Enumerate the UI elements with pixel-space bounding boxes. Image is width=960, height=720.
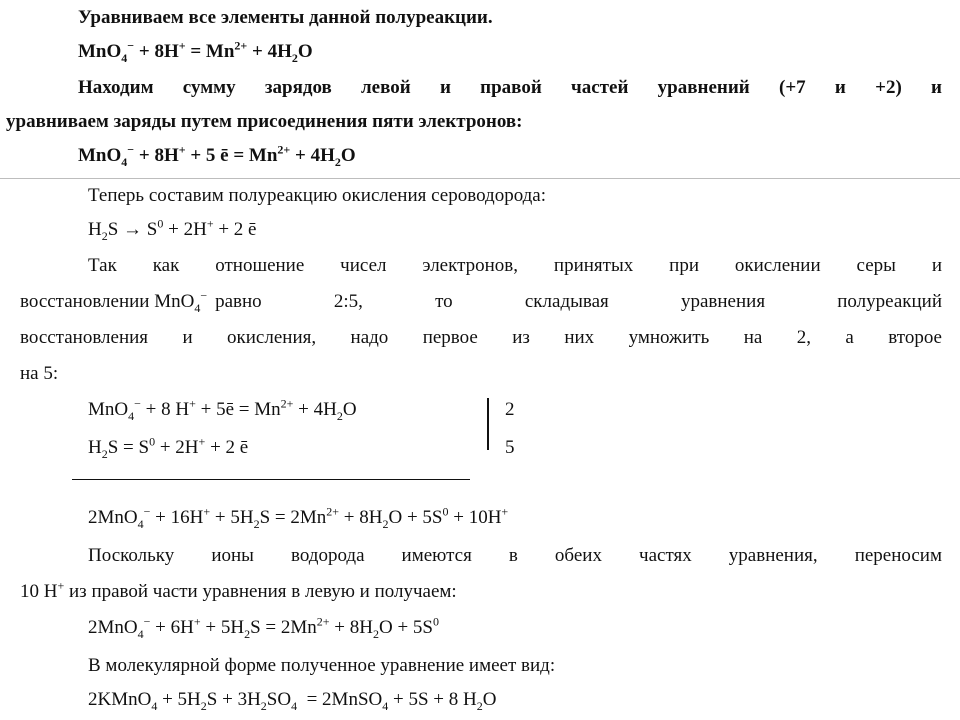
multiplier-1: 2 — [505, 399, 515, 420]
paragraph-3: Теперь составим полуреакцию окисления сероводорода: — [88, 185, 547, 206]
paragraph-5-line-2: 10 H+ из правой части уравнения в левую и получаем: — [20, 578, 457, 602]
multiplier-2: 5 — [505, 437, 515, 458]
paragraph-1: Уравниваем все элементы данной полуреакции. — [78, 7, 493, 28]
equation-2: MnO$_4$− + 8H+ + 5 ē = $Mn^{2+} + 4H_2O$ — [78, 142, 356, 169]
equation-3: $H_2S \to S^0 + 2H^+ + 2$ ē — [88, 216, 257, 243]
paragraph-4-line-4: на 5: — [20, 363, 59, 384]
system-equation-2: $H_2S = S^0 + 2H^+ + 2$ ē — [88, 434, 249, 461]
paragraph-2-line-1: Находим сумму зарядов левой и правой частей уравнений (+7 и +2) и — [78, 77, 942, 98]
paragraph-4-line-3: восстановления и окисления, надо первое из них умножить на 2, а второе — [20, 327, 942, 348]
multiplier-divider — [487, 398, 489, 450]
paragraph-2-line-2: уравниваем заряды путем присоединения пяти электронов: — [6, 111, 523, 132]
sum-rule — [72, 479, 470, 480]
paragraph-6: В молекулярной форме полученное уравнение имеет вид: — [88, 655, 556, 676]
paragraph-5-line-1: Поскольку ионы водорода имеются в обеих частях уравнения, переносим — [88, 545, 942, 566]
equation-sum: $2MnO_4^- + 16H^+ + 5H_2S = 2Mn^{2+} + 8H_2O + 5S^0 + 10H^+$ — [88, 504, 509, 531]
paragraph-4-line-2: восстановлении MnO$_4$− равно 2:5, то складывая уравнения полуреакций — [20, 288, 942, 315]
equation-molecular: 2KMnO$_4$ + $5H_2S + 3H_2SO_4$ = 2MnSO$_4$ + 5S + 8 $H_2O$ — [88, 689, 497, 713]
paragraph-4-line-1: Так как отношение чисел электронов, принятых при окислении серы и — [88, 255, 942, 276]
equation-net: $2MnO_4^- + 6H^+ + 5H_2S = 2Mn^{2+} + 8H_2O + 5S^0$ — [88, 614, 439, 641]
equation-1: $MnO_4^- + 8H^+ = Mn^{2+} + 4H_2O$ — [78, 38, 313, 65]
system-equation-1: MnO$_4$− + 8 H+ + 5ē = $Mn^{2+} + 4H_2O$ — [88, 396, 357, 423]
